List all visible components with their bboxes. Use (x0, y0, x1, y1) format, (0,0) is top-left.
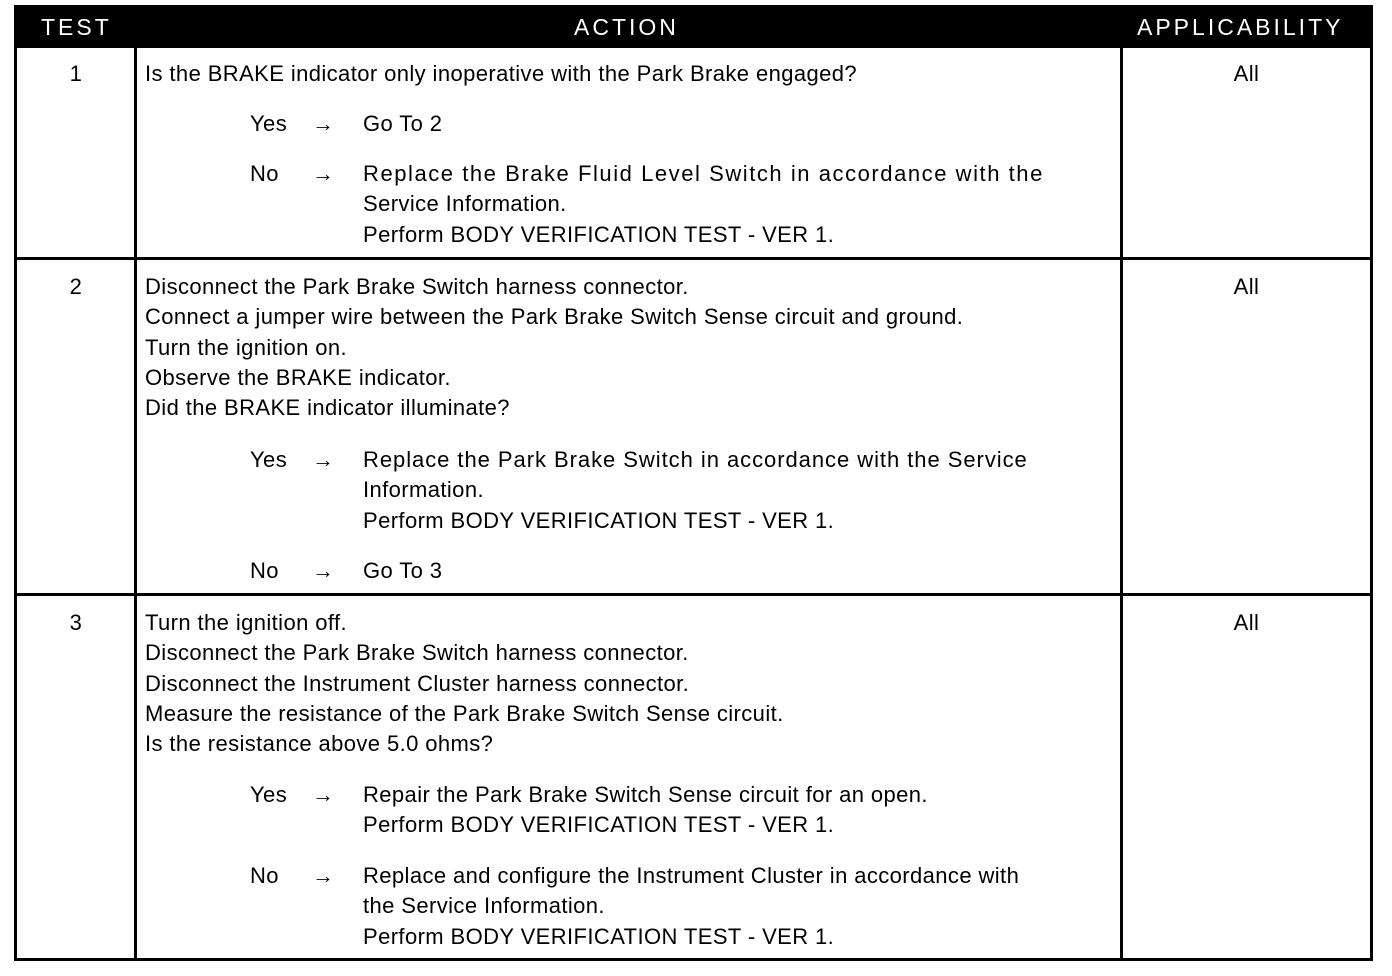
yes-label: Yes (250, 782, 288, 807)
yes-text (363, 780, 928, 841)
arrow-icon: → (312, 161, 335, 186)
action-line: Turn the ignition on. (145, 334, 348, 360)
no-label: No (250, 161, 279, 186)
action-line: Disconnect the Instrument Cluster harness connector. (145, 670, 690, 696)
test-number: 2 (69, 274, 83, 299)
applicability-value: All (1233, 274, 1260, 299)
yes-label: Yes (250, 447, 288, 472)
response-line: Service Information. (363, 191, 567, 217)
action-text (145, 272, 963, 423)
header-action: ACTION (574, 14, 679, 40)
no-text (363, 159, 1044, 250)
diagnostic-table (14, 5, 1373, 961)
column-divider (1120, 48, 1123, 958)
action-line: Disconnect the Park Brake Switch harness connector. (145, 274, 689, 299)
action-line: Is the resistance above 5.0 ohms? (145, 731, 494, 757)
applicability-value: All (1233, 610, 1260, 635)
action-text (145, 608, 784, 759)
action-line: Did the BRAKE indicator illuminate? (145, 395, 510, 421)
response-line: Replace the Park Brake Switch in accordance with the Service (363, 447, 1028, 472)
action-line: Connect a jumper wire between the Park Brake Switch Sense circuit and ground. (145, 304, 964, 330)
arrow-icon: → (312, 447, 335, 472)
response-line: Go To 3 (363, 558, 443, 583)
no-label: No (250, 558, 279, 583)
header-applicability: APPLICABILITY (1137, 14, 1344, 40)
row-divider (17, 257, 1370, 260)
action-line: Turn the ignition off. (145, 610, 348, 635)
yes-label: Yes (250, 111, 288, 136)
no-text (363, 861, 1019, 952)
response-line: Information. (363, 477, 484, 503)
response-line: Perform BODY VERIFICATION TEST - VER 1. (363, 812, 835, 838)
applicability-value: All (1233, 61, 1260, 86)
table-header (17, 8, 1370, 48)
test-number: 1 (69, 61, 83, 86)
response-line: Perform BODY VERIFICATION TEST - VER 1. (363, 221, 835, 247)
response-line: Perform BODY VERIFICATION TEST - VER 1. (363, 923, 835, 949)
response-line: Go To 2 (363, 111, 443, 136)
yes-text (363, 109, 442, 139)
arrow-icon: → (312, 782, 335, 807)
arrow-icon: → (312, 111, 335, 136)
column-divider (134, 48, 137, 958)
action-text (145, 59, 857, 89)
response-line: Replace the Brake Fluid Level Switch in accordance with the (363, 161, 1044, 186)
action-line: Is the BRAKE indicator only inoperative with the Park Brake engaged? (145, 61, 858, 86)
response-line: Perform BODY VERIFICATION TEST - VER 1. (363, 507, 835, 533)
action-line: Observe the BRAKE indicator. (145, 364, 451, 390)
yes-text (363, 445, 1028, 536)
row-divider (17, 593, 1370, 596)
action-line: Measure the resistance of the Park Brake Switch Sense circuit. (145, 700, 784, 726)
no-label: No (250, 863, 279, 888)
response-line: the Service Information. (363, 893, 605, 919)
arrow-icon: → (312, 558, 335, 583)
response-line: Repair the Park Brake Switch Sense circuit for an open. (363, 782, 928, 807)
no-text (363, 556, 442, 586)
response-line: Replace and configure the Instrument Cluster in accordance with (363, 863, 1020, 888)
header-test: TEST (41, 14, 112, 40)
action-line: Disconnect the Park Brake Switch harness connector. (145, 640, 689, 666)
arrow-icon: → (312, 863, 335, 888)
test-number: 3 (69, 610, 83, 635)
